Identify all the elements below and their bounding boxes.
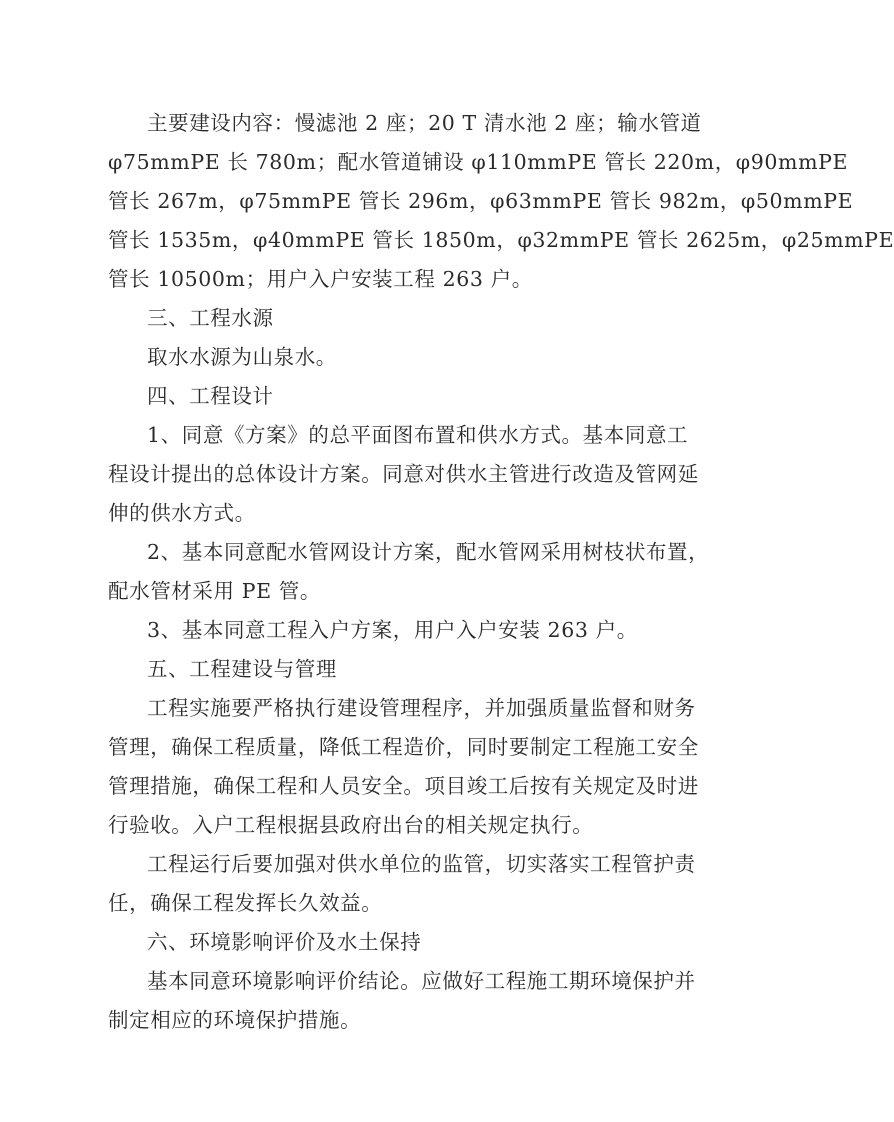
text-line: 行验收。入户工程根据县政府出台的相关规定执行。: [108, 813, 594, 837]
text-line: 取水水源为山泉水。: [147, 345, 337, 369]
text-line: 管长 10500m；用户入户安装工程 263 户。: [108, 267, 533, 291]
text-line: 3、基本同意工程入户方案，用户入户安装 263 户。: [147, 618, 638, 642]
text-line: 基本同意环境影响评价结论。应做好工程施工期环境保护并: [147, 969, 696, 993]
text-line: 管理措施，确保工程和人员安全。项目竣工后按有关规定及时进: [108, 774, 699, 798]
section-heading: 五、工程建设与管理: [147, 657, 337, 681]
text-line: 配水管材采用 PE 管。: [108, 579, 321, 603]
section-heading: 三、工程水源: [147, 306, 274, 330]
text-line: 制定相应的环境保护措施。: [108, 1008, 362, 1032]
text-line: φ75mmPE 长 780m；配水管道铺设 φ110mmPE 管长 220m，φ90mmPE: [108, 150, 849, 174]
text-line: 1、同意《方案》的总平面图布置和供水方式。基本同意工: [147, 423, 689, 447]
text-line: 伸的供水方式。: [108, 501, 256, 525]
section-heading: 六、环境影响评价及水土保持: [147, 930, 422, 954]
text-line: 管长 1535m，φ40mmPE 管长 1850m，φ32mmPE 管长 2625m，φ25mmPE: [108, 228, 894, 252]
text-line: 工程实施要严格执行建设管理程序，并加强质量监督和财务: [147, 696, 696, 720]
text-line: 管长 267m，φ75mmPE 管长 296m，φ63mmPE 管长 982m，φ50mmPE: [108, 189, 854, 213]
text-line: 程设计提出的总体设计方案。同意对供水主管进行改造及管网延: [108, 462, 699, 486]
text-line: 2、基本同意配水管网设计方案，配水管网采用树枝状布置，: [147, 540, 710, 564]
text-line: 任，确保工程发挥长久效益。: [108, 891, 383, 915]
text-line: 主要建设内容：慢滤池 2 座；20 T 清水池 2 座；输水管道: [147, 111, 702, 135]
text-line: 工程运行后要加强对供水单位的监管，切实落实工程管护责: [147, 852, 696, 876]
section-heading: 四、工程设计: [147, 384, 274, 408]
text-line: 管理，确保工程质量，降低工程造价，同时要制定工程施工安全: [108, 735, 699, 759]
